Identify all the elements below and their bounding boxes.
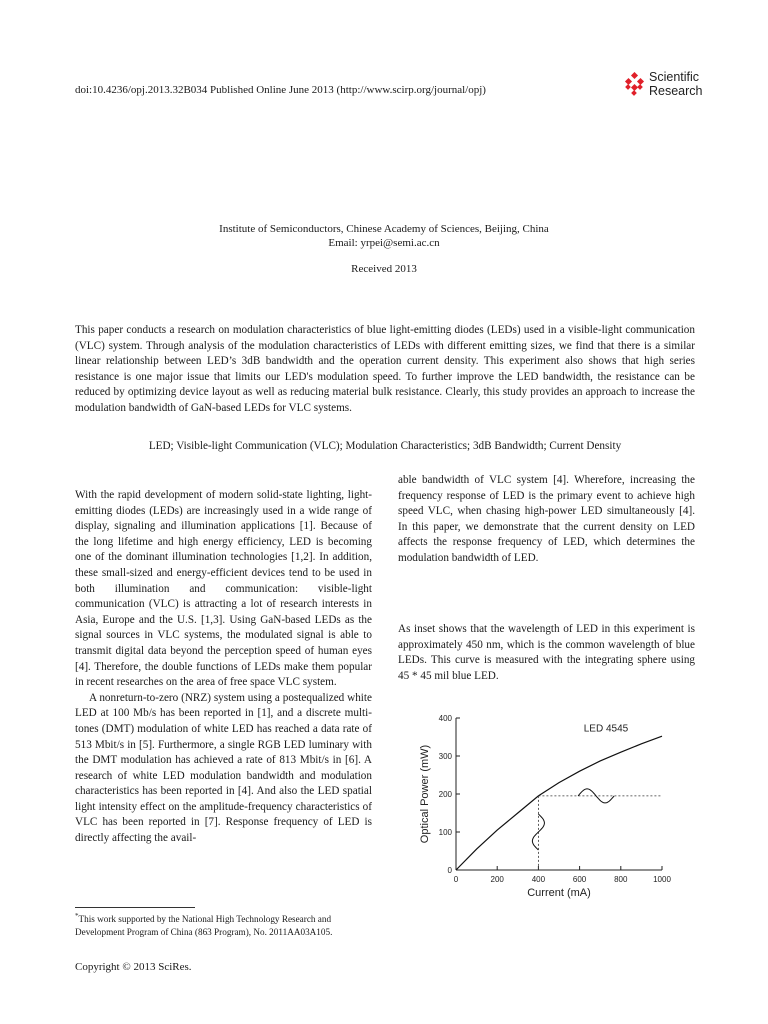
footnote-marker: * bbox=[75, 912, 79, 920]
affiliation-email: Email: yrpei@semi.ac.cn bbox=[328, 237, 440, 249]
footnote-divider bbox=[75, 907, 195, 908]
publisher-logo bbox=[622, 70, 702, 100]
chart-annotation: LED 4545 bbox=[583, 723, 629, 735]
y-axis-label: Optical Power (mW) bbox=[419, 744, 431, 844]
x-tick-label: 400 bbox=[531, 875, 546, 884]
affiliation-institute: Institute of Semiconductors, Chinese Academy of Sciences, Beijing, China bbox=[219, 223, 549, 235]
doi-line: doi:10.4236/opj.2013.32B034 Published Online June 2013 (http://www.scirp.org/journal/opj) bbox=[75, 84, 486, 96]
intro-paragraph-2: A nonreturn-to-zero (NRZ) system using a postequalized white LED at 100 Mb/s has been reported in [1], and a discrete multi-tones (DMT) modulation of white LED has reached a data rate of 513 Mbit/s in [5]. Furthermore, a single RGB LED luminary with the DMT modulation has achieved a rate of 813 Mbit/s in [6]. A research of white LED modulation bandwidth and modulation characteristics has been reported in [4]. And also the LED spatial light intensity effect on the amplitude-frequency characteristics of VLC has been reported in [7]. Response frequency of LED is directly affecting the avail- bbox=[75, 691, 372, 845]
abstract: This paper conducts a research on modulation characteristics of blue light-emitting diodes (LEDs) used in a visible-light communication (VLC) system. Through analysis of the modulation characteristics of LEDs with different emitting sizes, we find that there is a similar linear relationship between LED’s 3dB bandwidth and the operation current density. This experiment also shows that high series resistance is one major issue that limits our LED's modulation speed. To further improve the LED bandwidth, the resistance can be reduced by optimizing device layout as well as reducing material bulk resistance. Clearly, this study provides an approach to increase the modulation bandwidth of GaN-based LEDs for VLC systems. bbox=[75, 324, 695, 414]
x-tick-label: 1000 bbox=[653, 875, 671, 884]
x-tick-label: 800 bbox=[614, 875, 628, 884]
y-tick-label: 400 bbox=[438, 714, 452, 723]
keywords: LED; Visible-light Communication (VLC); Modulation Characteristics; 3dB Bandwidth; Current Density bbox=[148, 440, 622, 452]
logo-line-1: Scientific bbox=[649, 70, 700, 84]
received-date: Received 2013 bbox=[351, 263, 417, 275]
y-tick-label: 0 bbox=[447, 866, 452, 875]
optical-power-chart bbox=[410, 710, 680, 900]
footnote-text: This work supported by the National High Technology Research and Development Program of China (863 Program), No. 2011AA03A105. bbox=[75, 914, 333, 937]
x-tick-label: 600 bbox=[572, 875, 587, 884]
right-column-paragraph-2: As inset shows that the wavelength of LED in this experiment is approximately 450 nm, which is the common wavelength of blue LEDs. This curve is measured with the integrating sphere using 45 * 45 mil blue LED. bbox=[398, 623, 695, 682]
scientific-research-logo-icon bbox=[622, 72, 648, 98]
y-tick-label: 300 bbox=[438, 752, 452, 761]
y-tick-label: 200 bbox=[438, 790, 452, 799]
y-tick-label: 100 bbox=[438, 828, 452, 837]
left-column bbox=[75, 488, 372, 847]
x-tick-label: 200 bbox=[490, 875, 504, 884]
logo-line-2: Research bbox=[649, 84, 703, 98]
series-line bbox=[456, 736, 662, 870]
x-axis-label: Current (mA) bbox=[527, 887, 591, 899]
x-tick-label: 0 bbox=[453, 875, 459, 884]
right-column-paragraph-1: able bandwidth of VLC system [4]. Wherefore, increasing the frequency response of LED is the primary event to achieve high speed VLC, when chasing high-power LED simultaneously [4]. In this paper, we demonstrate that the current density on LED affects the response frequency of LED, which determines the modulation bandwidth of LED. bbox=[398, 474, 695, 564]
copyright: Copyright © 2013 SciRes. bbox=[75, 961, 192, 973]
footnote bbox=[75, 910, 375, 938]
intro-paragraph-1: With the rapid development of modern solid-state lighting, light-emitting diodes (LEDs) are increasingly used in a wide range of display, signaling and illumination applications [1]. Because of the long lifetime and high energy efficiency, LED is becoming one of the dominant illumination technologies [1,2]. In addition, these small-sized and energy-efficient devices tend to be used in both illumination and communication: visible-light communication (VLC) is attracting a lot of research interests in Asia, Europe and the U.S. [1,3]. Using GaN-based LEDs as the signal sources in VLC systems, the modulated signal is able to transmit digital data beyond the perception speed of human eyes [4]. Therefore, the double functions of LEDs make them popular in recent researches on the area of free space VLC system. bbox=[75, 489, 372, 689]
